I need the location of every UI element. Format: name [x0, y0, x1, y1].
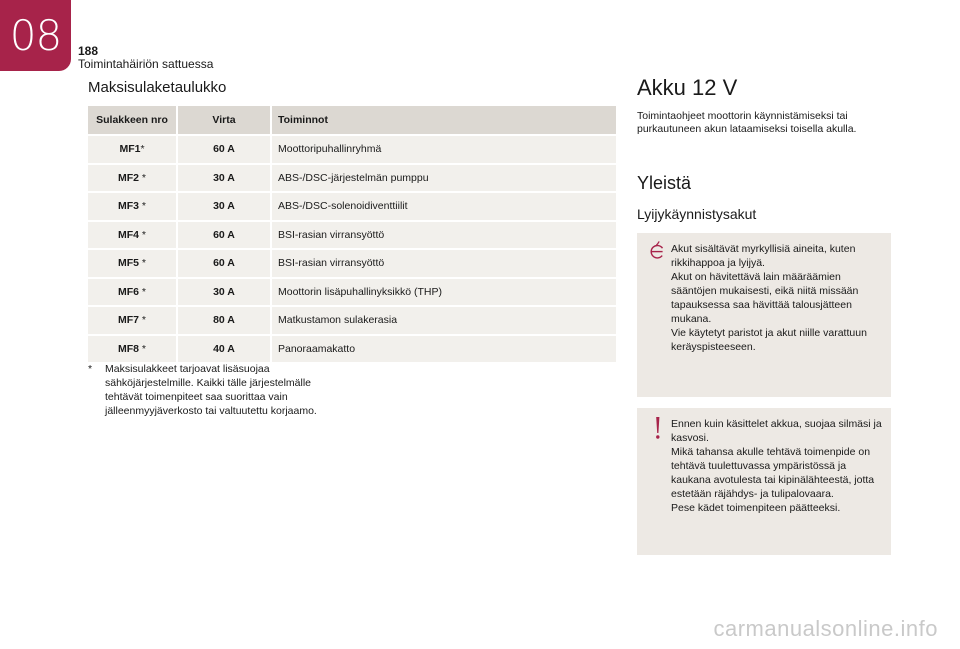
fuse-number-cell: MF7 * [88, 305, 178, 334]
fuse-table-title: Maksisulaketaulukko [88, 79, 227, 96]
table-row [88, 277, 616, 306]
eco-leaf-icon [647, 239, 667, 265]
fuse-number-cell: MF3 * [88, 191, 178, 220]
fuse-current-cell: 30 A [178, 163, 272, 192]
footnote-text: Maksisulakkeet tarjoavat lisäsuojaa sähköjärjestelmille. Kaikki tälle järjestelmälle tehtävät toimenpiteet saa suorittaa vain jälleenmyyjäverkosto tai valtuutettu korjaamo. [105, 363, 317, 417]
environment-note-text: Akut sisältävät myrkyllisiä aineita, kuten rikkihappoa ja lyijyä. Akut on hävitettävä lain määräämien sääntöjen mukaisesti, eikä niitä missään tapauksessa saa hävittää talousjätteen mukana. Vie käytetyt paristot ja akut niille varattuun keräyspisteeseen. [671, 243, 867, 353]
fuse-function-cell: BSI-rasian virransyöttö [272, 220, 616, 249]
fuse-current-cell: 30 A [178, 277, 272, 306]
fuse-function-cell: Panoraamakatto [272, 334, 616, 363]
header-current: Virta [178, 106, 272, 134]
fuse-current-cell: 60 A [178, 248, 272, 277]
warning-note-text: Ennen kuin käsittelet akkua, suojaa silmäsi ja kasvosi. Mikä tahansa akulle tehtävä toimenpide on tehtävä tuulettuvassa ympäristössä ja kaukana avotulesta tai kipinälähteestä, jotta estetään räjähdys- ja tulipalovaara. Pese kädet toimenpiteen päätteeksi. [671, 418, 882, 514]
fuse-number-cell: MF6 * [88, 277, 178, 306]
chapter-tab: 08 [0, 0, 71, 71]
warning-note [637, 408, 891, 555]
exclamation-icon [647, 414, 667, 440]
fuse-table [88, 106, 616, 362]
table-row [88, 220, 616, 249]
fuse-function-cell: Moottorin lisäpuhallinyksikkö (THP) [272, 277, 616, 306]
environment-note [637, 233, 891, 397]
watermark: carmanualsonline.info [713, 616, 938, 641]
header-fuse-number: Sulakkeen nro [88, 106, 178, 134]
lead-battery-heading: Lyijykäynnistysakut [637, 206, 757, 222]
fuse-number-cell: MF5 * [88, 248, 178, 277]
battery-section-title: Akku 12 V [637, 75, 738, 100]
fuse-number-cell: MF1* [88, 134, 178, 163]
table-row [88, 248, 616, 277]
fuse-number-cell: MF2 * [88, 163, 178, 192]
fuse-current-cell: 30 A [178, 191, 272, 220]
battery-intro: Toimintaohjeet moottorin käynnistämiseksi tai purkautuneen akun lataamiseksi toisella akulla. [637, 110, 857, 135]
header-functions: Toiminnot [272, 106, 616, 134]
page-number: 188 [78, 44, 99, 58]
table-row [88, 163, 616, 192]
fuse-current-cell: 60 A [178, 220, 272, 249]
fuse-function-cell: BSI-rasian virransyöttö [272, 248, 616, 277]
table-row [88, 305, 616, 334]
fuse-number-cell: MF8 * [88, 334, 178, 363]
fuse-number-cell: MF4 * [88, 220, 178, 249]
fuse-current-cell: 80 A [178, 305, 272, 334]
fuse-current-cell: 40 A [178, 334, 272, 363]
table-row [88, 134, 616, 163]
fuse-function-cell: Moottoripuhallinryhmä [272, 134, 616, 163]
fuse-table-header-row [88, 106, 616, 134]
general-heading: Yleistä [637, 173, 692, 193]
page-section-title: Toimintahäiriön sattuessa [78, 57, 214, 71]
fuse-function-cell: Matkustamon sulakerasia [272, 305, 616, 334]
table-row [88, 334, 616, 363]
fuse-function-cell: ABS-/DSC-solenoidiventtiilit [272, 191, 616, 220]
footnote-mark: * [88, 363, 93, 375]
fuse-current-cell: 60 A [178, 134, 272, 163]
fuse-function-cell: ABS-/DSC-järjestelmän pumppu [272, 163, 616, 192]
table-row [88, 191, 616, 220]
